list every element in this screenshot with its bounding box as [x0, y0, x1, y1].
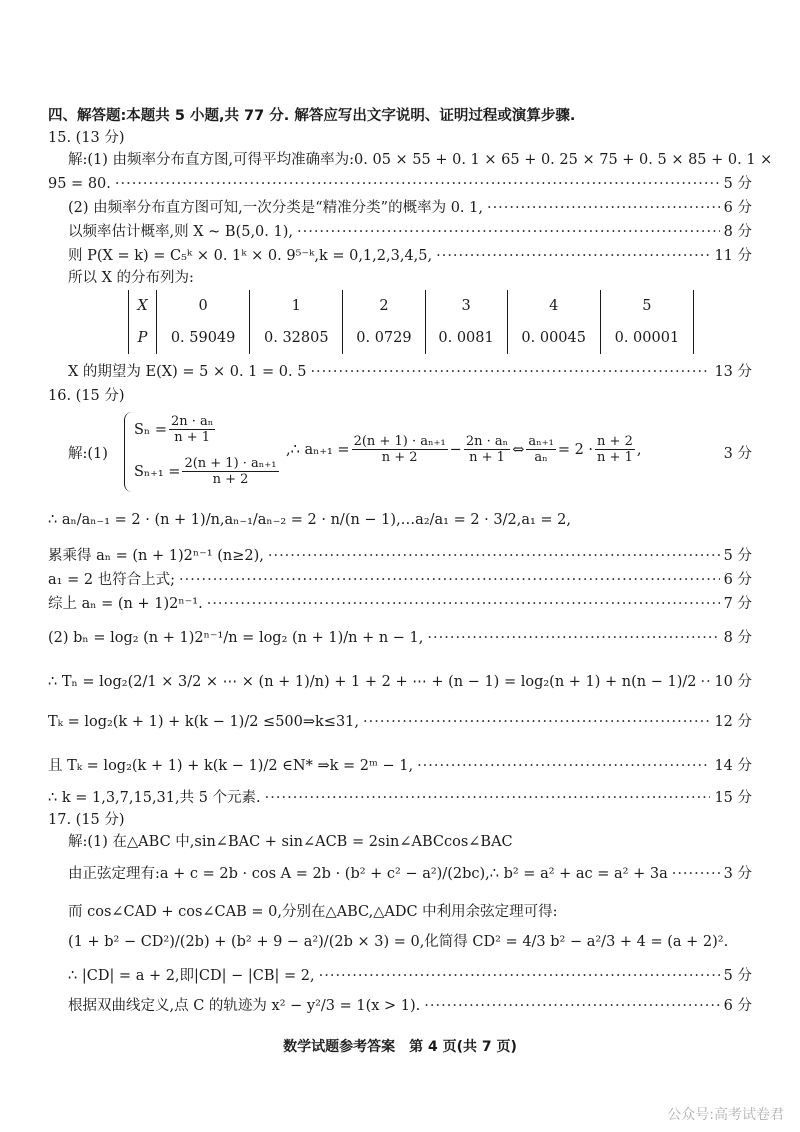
q16-sys-result: ,∴ aₙ₊₁ = $\frac{\text{2(n + 1) · aₙ₊₁}}{n + 2}$ − $\frac{\text{2n · aₙ}}{n + 1}$ ⇔ $\frac{\text{aₙ₊₁}}{\text{aₙ}}$ = 2 · $\frac{n + 2}{n + 1}$ ,: [286, 434, 642, 465]
table-cell: 3: [425, 290, 507, 322]
distribution-table: [128, 290, 694, 354]
table-cell: 4: [507, 290, 600, 322]
table-cell: 0: [157, 290, 250, 322]
q16-sys-score: 3 分: [723, 446, 752, 462]
section-heading: 四、解答题:本题共 5 小题,共 77 分. 解答应写出文字说明、证明过程或演算步骤.: [48, 108, 576, 124]
q16-line-5: ∴ Tₙ = log₂(2/1 × 3/2 × ⋯ × (n + 1)/n) + 1 + 2 + ⋯ + (n − 1) = log₂(n + 1) + n(n − 1)/2 ····· 10 分: [48, 672, 752, 692]
q17-line-1: 解:(1) 在△ABC 中,sin∠BAC + sin∠ACB = 2sin∠ABCcos∠BAC: [68, 834, 513, 850]
watermark: 公众号:高考试卷君: [667, 1107, 784, 1123]
q17-line-3: 而 cos∠CAD + cos∠CAB = 0,分别在△ABC,△ADC 中利用余弦定理可得:: [68, 904, 558, 920]
q15-line-3: (2) 由频率分布直方图可知,一次分类是“精准分类”的概率为 0. 1, ····· 6 分: [68, 198, 752, 218]
table-row-p: [129, 322, 694, 354]
table-cell: 1: [250, 290, 343, 322]
table-cell: X: [129, 290, 157, 322]
q15-heading: 15. (13 分): [48, 130, 125, 146]
q15-line-2: 95 = 80. ····· 5 分: [48, 174, 752, 194]
table-cell: 0. 00045: [507, 322, 600, 354]
q15-line-6: 所以 X 的分布列为:: [68, 270, 194, 286]
table-cell: 0. 0081: [425, 322, 507, 354]
q16-sys-eq2: Sₙ₊₁ = $\frac{\text{2(n + 1) · aₙ₊₁}}{n + 2}$: [134, 456, 277, 487]
table-cell: P: [129, 322, 157, 354]
q16-line-6: Tₖ = log₂(k + 1) + k(k − 1)/2 ≤500⇒k≤31, ····· 12 分: [48, 712, 752, 732]
q16-sys-eq1: Sₙ = $\frac{\text{2n · aₙ}}{n + 1}$: [134, 414, 214, 445]
q16-system: [68, 412, 752, 492]
q15-line-1: 解:(1) 由频率分布直方图,可得平均准确率为:0. 05 × 55 + 0. 1 × 65 + 0. 25 × 75 + 0. 5 × 85 + 0. 1 ×: [68, 152, 773, 168]
q16-line-1: 累乘得 aₙ = (n + 1)2ⁿ⁻¹ (n≥2), ····· 5 分: [48, 546, 752, 566]
q16-line-8: ∴ k = 1,3,7,15,31,共 5 个元素. ····· 15 分: [48, 788, 752, 808]
table-row-x: [129, 290, 694, 322]
table-cell: 0. 0729: [343, 322, 425, 354]
table-cell: 5: [600, 290, 693, 322]
q17-line-4: (1 + b² − CD²)/(2b) + (b² + 9 − a²)/(2b × 3) = 0,化简得 CD² = 4/3 b² − a²/3 + 4 = (a + 2)².: [68, 934, 729, 950]
q15-line-5: 则 P(X = k) = C₅ᵏ × 0. 1ᵏ × 0. 9⁵⁻ᵏ,k = 0,1,2,3,4,5, ····· 11 分: [68, 246, 752, 266]
q15-line-4: 以频率估计概率,则 X ~ B(5,0. 1), ····· 8 分: [68, 222, 752, 242]
q16-line-2: a₁ = 2 也符合上式; ····· 6 分: [48, 570, 752, 590]
q16-line-4: (2) bₙ = log₂ (n + 1)2ⁿ⁻¹/n = log₂ (n + 1)/n + n − 1, ····· 8 分: [48, 628, 752, 648]
q17-line-5: ∴ |CD| = a + 2,即|CD| − |CB| = 2, ····· 5 分: [68, 966, 752, 986]
q16-ratio-line: ∴ aₙ/aₙ₋₁ = 2 · (n + 1)/n,aₙ₋₁/aₙ₋₂ = 2 · n/(n − 1),…a₂/a₁ = 2 · 3/2,a₁ = 2,: [48, 512, 571, 528]
q16-heading: 16. (15 分): [48, 388, 125, 404]
q16-sys-label: 解:(1): [68, 446, 108, 462]
q17-heading: 17. (15 分): [48, 812, 125, 828]
table-cell: 0. 32805: [250, 322, 343, 354]
table-cell: 0. 00001: [600, 322, 693, 354]
table-cell: 2: [343, 290, 425, 322]
page-footer: 数学试题参考答案 第 4 页(共 7 页): [283, 1039, 517, 1055]
q16-line-7: 且 Tₖ = log₂(k + 1) + k(k − 1)/2 ∈N* ⇒k = 2ᵐ − 1, ····· 14 分: [48, 756, 752, 776]
q17-line-2: 由正弦定理有:a + c = 2b · cos A = 2b · (b² + c² − a²)/(2bc),∴ b² = a² + ac = a² + 3a ····· 3 分: [68, 864, 752, 884]
q17-line-6: 根据双曲线定义,点 C 的轨迹为 x² − y²/3 = 1(x > 1). ····· 6 分: [68, 996, 752, 1016]
q15-line-7: X 的期望为 E(X) = 5 × 0. 1 = 0. 5 ····· 13 分: [68, 362, 752, 382]
q16-line-3: 综上 aₙ = (n + 1)2ⁿ⁻¹. ····· 7 分: [48, 594, 752, 614]
table-cell: 0. 59049: [157, 322, 250, 354]
